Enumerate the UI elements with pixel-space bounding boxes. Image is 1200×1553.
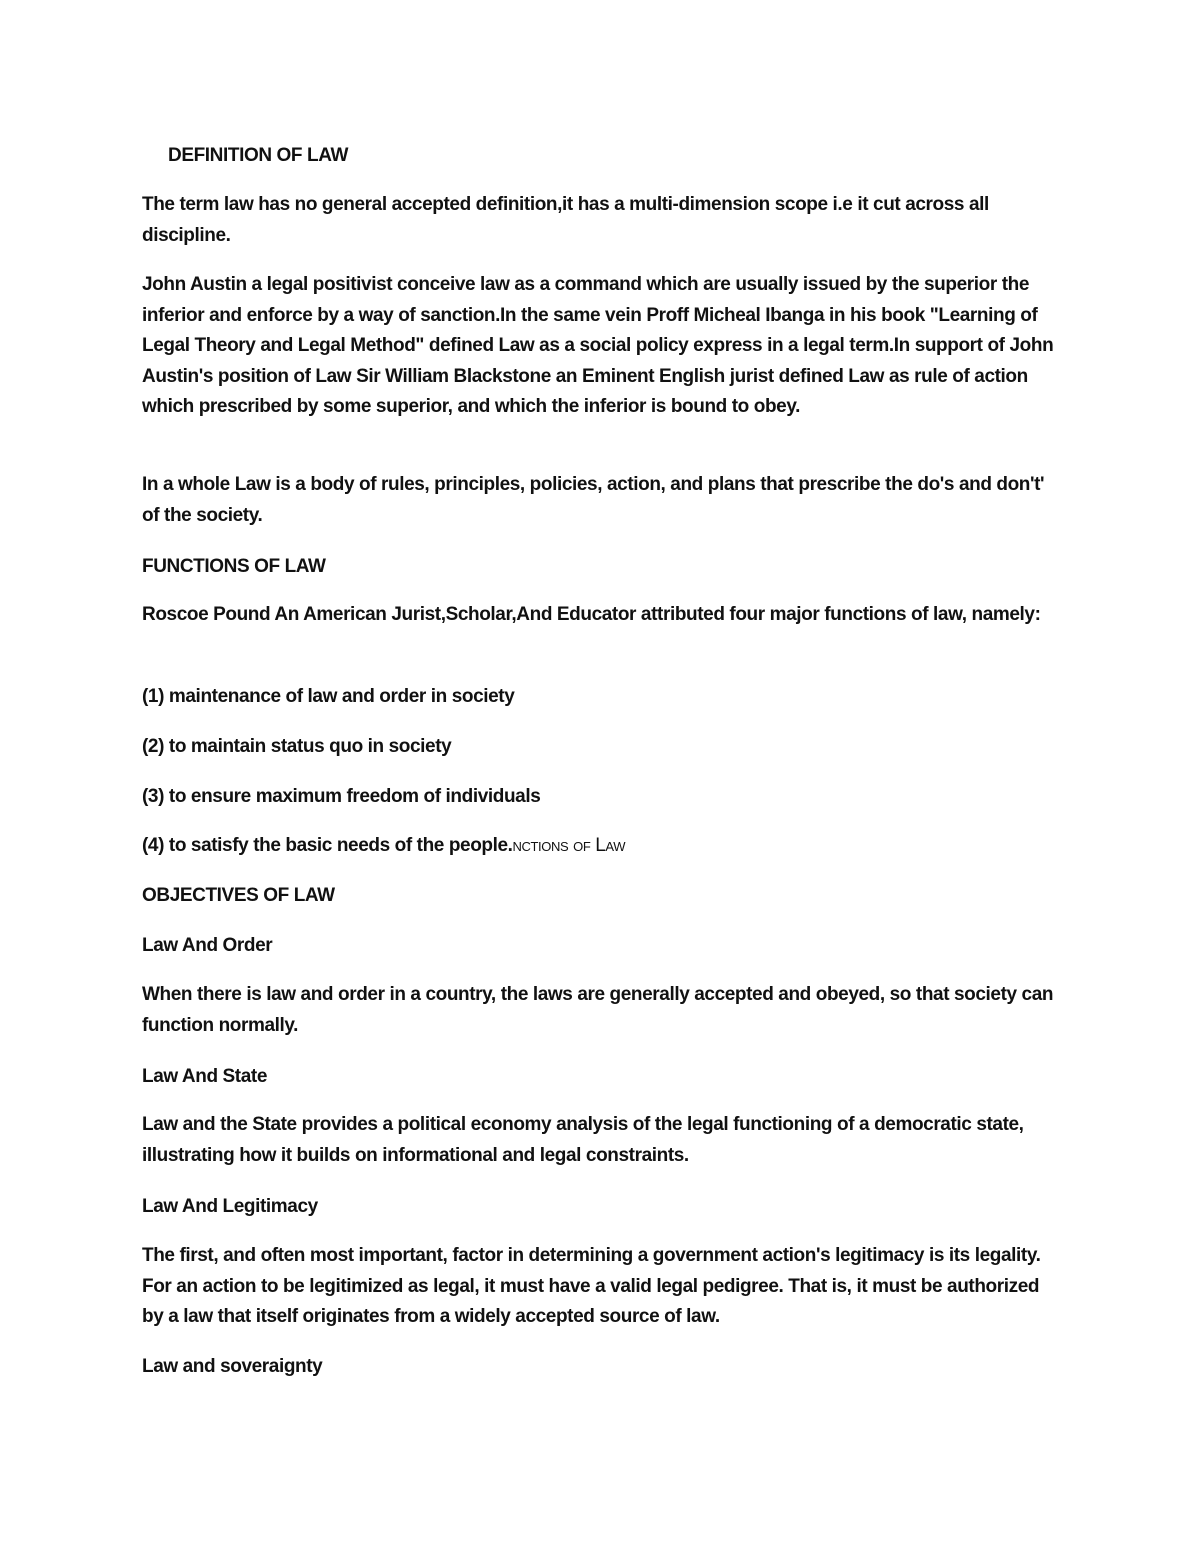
- paragraph-austin: John Austin a legal positivist conceive law as a command which are usually issued by the superior the inferior and enforce by a way of sanction.In the same vein Proff Micheal Ibanga in his book "Learning of Legal Theory and Legal Method" defined Law as a social policy express in a legal term.In support of John Austin's position of Law Sir William Blackstone an Eminent English jurist defined Law as rule of action which prescribed by some superior, and which the inferior is bound to obey.: [142, 274, 1054, 417]
- paragraph-law-and-state: Law and the State provides a political economy analysis of the legal functioning of a democratic state, illustrating how it builds on informational and legal constraints.: [142, 1114, 1024, 1166]
- paragraph-whole: In a whole Law is a body of rules, principles, policies, action, and plans that prescribe the do's and don't' of the society.: [142, 474, 1045, 526]
- subheading-law-and-legitimacy: Law And Legitimacy: [142, 1196, 318, 1217]
- paragraph-law-and-legitimacy: The first, and often most important, factor in determining a government action's legitimacy is its legality. For an action to be legitimized as legal, it must have a valid legal pedigree. That is, it must be authorized by a law that itself originates from a widely accepted source of law.: [142, 1245, 1041, 1327]
- subheading-law-and-order: Law And Order: [142, 935, 273, 956]
- function-item-1: (1) maintenance of law and order in society: [142, 686, 515, 707]
- function-item-4: [142, 836, 625, 855]
- subheading-law-and-state: Law And State: [142, 1066, 267, 1087]
- heading-functions: FUNCTIONS OF LAW: [142, 556, 326, 577]
- heading-objectives: OBJECTIVES OF LAW: [142, 885, 335, 906]
- paragraph-term: The term law has no general accepted definition,it has a multi-dimension scope i.e it cut across all discipline.: [142, 194, 989, 246]
- paragraph-roscoe: Roscoe Pound An American Jurist,Scholar,And Educator attributed four major functions of law, namely:: [142, 604, 1041, 625]
- function-item-4-suffix: nctions of Law: [512, 835, 626, 856]
- function-item-2: (2) to maintain status quo in society: [142, 736, 452, 757]
- paragraph-law-and-order: When there is law and order in a country, the laws are generally accepted and obeyed, so that society can function normally.: [142, 984, 1054, 1036]
- heading-definition: DEFINITION OF LAW: [168, 145, 349, 166]
- function-item-4-text: (4) to satisfy the basic needs of the people.: [142, 835, 513, 856]
- subheading-law-and-sovereignty: Law and soveraignty: [142, 1356, 323, 1377]
- function-item-3: (3) to ensure maximum freedom of individuals: [142, 786, 541, 807]
